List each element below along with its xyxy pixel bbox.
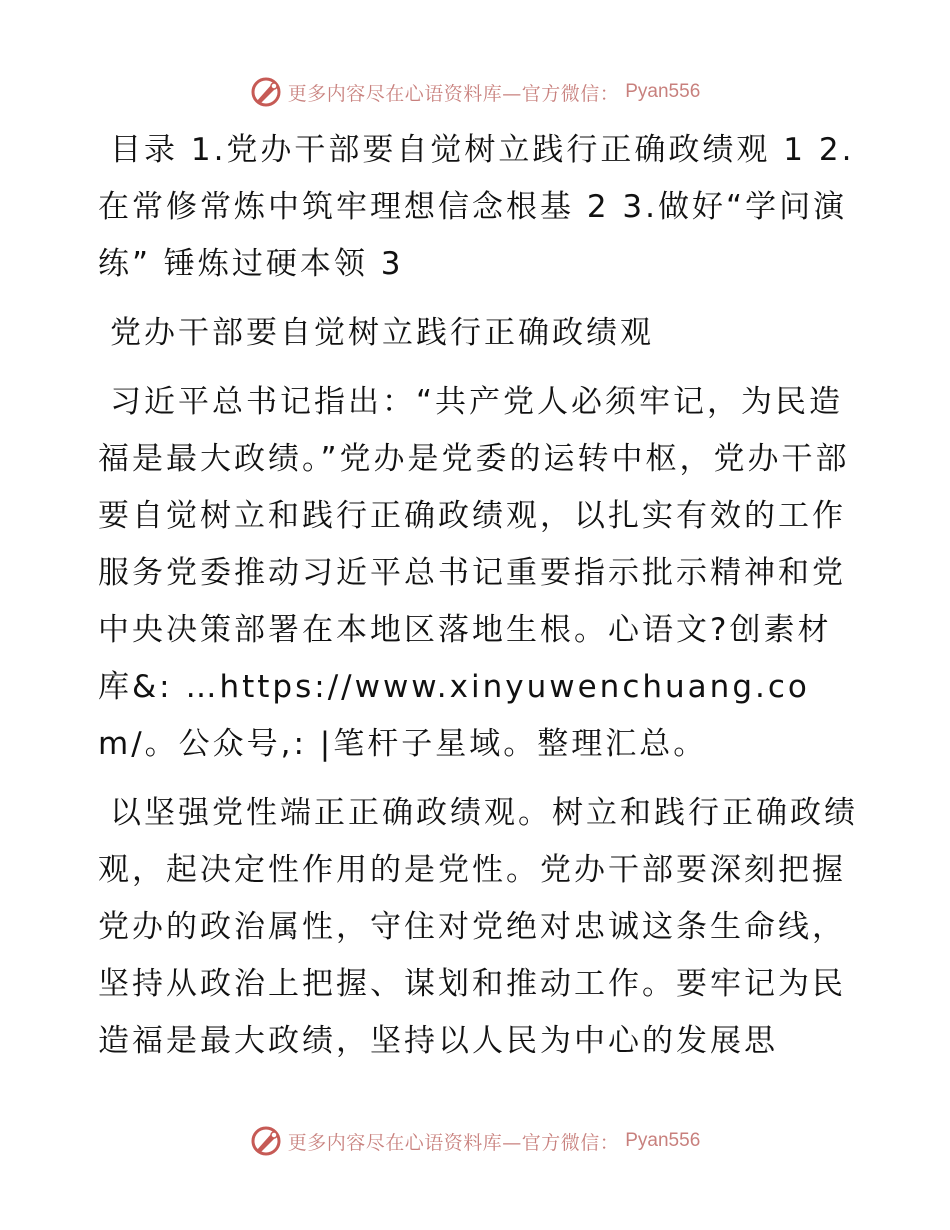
paragraph-2: 以坚强党性端正正确政绩观。树立和践行正确政绩观，起决定性作用的是党性。党办干部要深刻把握党办的政治属性，守住对党绝对忠诚这条生命线，坚持从政治上把握、谋划和推动工作。要牢记为民造福是最大政绩，坚持以人民为中心的发展思 <box>98 795 858 1059</box>
watermark-text: 更多内容尽在心语资料库—官方微信： <box>287 82 620 105</box>
watermark-account: Pyan556 <box>625 81 701 102</box>
watermark-account: Pyan556 <box>625 1130 701 1151</box>
table-of-contents: 目录 1.党办干部要自觉树立践行正确政绩观 1 2.在常修常炼中筑牢理想信念根基 2 3.做好“学问演练” 锤炼过硬本领 3 <box>98 132 855 282</box>
logo-icon <box>250 76 282 108</box>
footer-watermark <box>0 1121 950 1161</box>
article-title: 党办干部要自觉树立践行正确政绩观 <box>110 315 654 351</box>
header-watermark <box>0 72 950 112</box>
logo-icon <box>250 1125 282 1157</box>
document-body <box>98 122 858 1070</box>
watermark-text: 更多内容尽在心语资料库—官方微信： <box>287 1131 620 1154</box>
paragraph-1: 习近平总书记指出：“共产党人必须牢记，为民造福是最大政绩。”党办是党委的运转中枢，党办干部要自觉树立和践行正确政绩观，以扎实有效的工作服务党委推动习近平总书记重要指示批示精神和党中央决策部署在本地区落地生根。心语文?创素材库&: …https://www.xinyuwenchuang.com/。公众号,: |笔杆子星域。整理汇总。 <box>98 384 850 762</box>
